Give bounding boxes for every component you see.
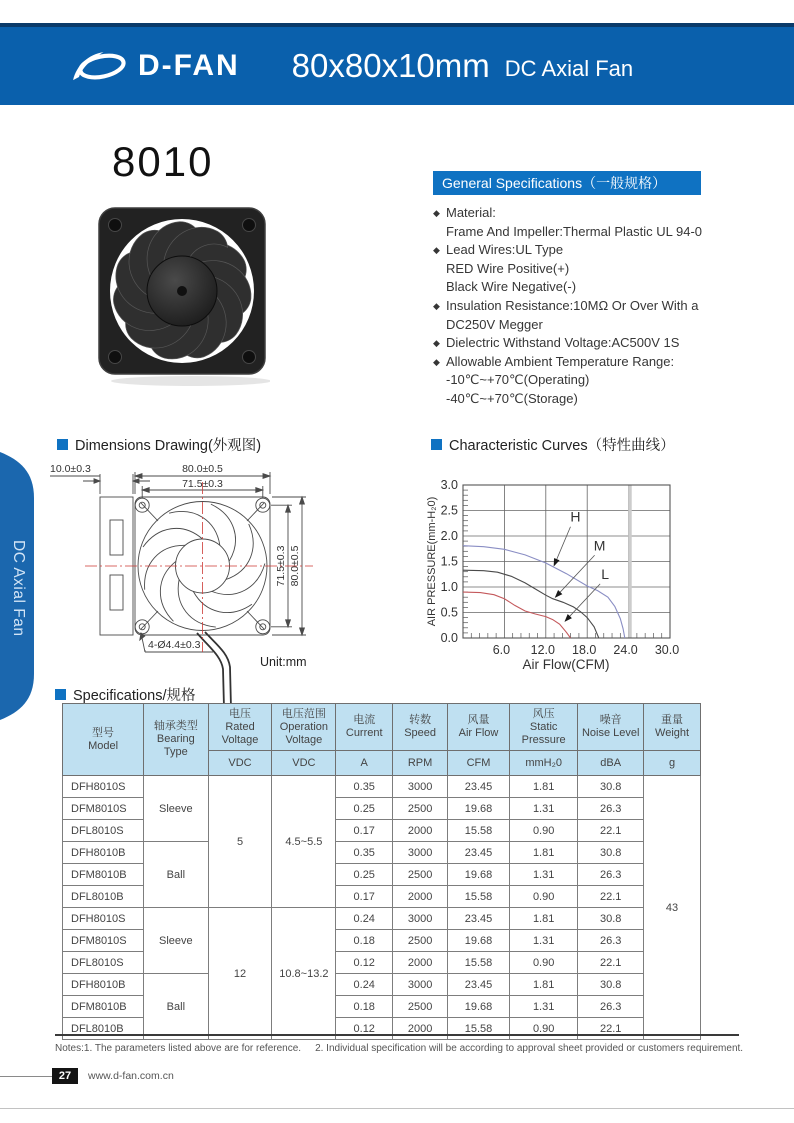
cell: Ball bbox=[144, 842, 209, 908]
cell: 0.90 bbox=[509, 820, 577, 842]
cell: 3000 bbox=[393, 908, 448, 930]
cell: 22.1 bbox=[578, 1018, 644, 1040]
x-axis-title: Air Flow(CFM) bbox=[522, 657, 610, 672]
y-tick-label: 3.0 bbox=[440, 478, 458, 492]
unit-header: CFM bbox=[448, 751, 510, 776]
cell: 4.5~5.5 bbox=[272, 776, 336, 908]
cell: 0.18 bbox=[336, 996, 393, 1018]
cell: 19.68 bbox=[448, 996, 510, 1018]
y-tick-label: 1.0 bbox=[440, 580, 458, 594]
header-band bbox=[0, 23, 794, 105]
cell: 2500 bbox=[393, 864, 448, 886]
cell: 15.58 bbox=[448, 820, 510, 842]
dim-hole-pitch-h-label: 71.5±0.3 bbox=[182, 478, 223, 490]
cell: 23.45 bbox=[448, 842, 510, 864]
cell: 2500 bbox=[393, 996, 448, 1018]
cell: 5 bbox=[208, 776, 272, 908]
cell: 26.3 bbox=[578, 798, 644, 820]
cell: 22.1 bbox=[578, 886, 644, 908]
spec-line: Frame And Impeller:Thermal Plastic UL 94-0 bbox=[446, 223, 703, 239]
cell: 23.45 bbox=[448, 974, 510, 996]
cell: 1.31 bbox=[509, 864, 577, 886]
general-specs-section bbox=[433, 171, 791, 409]
column-header: 电压 Rated Voltage bbox=[208, 704, 272, 751]
table-row bbox=[63, 908, 701, 930]
bullet-diamond-icon: ◆ bbox=[433, 356, 440, 367]
blue-square-icon bbox=[57, 439, 68, 450]
cell: DFL8010S bbox=[63, 820, 144, 842]
spec-line: Black Wire Negative(-) bbox=[446, 279, 577, 295]
model-heading: 8010 bbox=[112, 138, 214, 185]
cell: DFL8010B bbox=[63, 1018, 144, 1040]
page-number-badge: 27 bbox=[52, 1068, 78, 1084]
chart-plot bbox=[441, 478, 680, 657]
cell: 22.1 bbox=[578, 820, 644, 842]
y-tick-label: 2.5 bbox=[440, 503, 458, 518]
cell: 19.68 bbox=[448, 798, 510, 820]
unit-header: mmH₂0 bbox=[509, 751, 577, 776]
cell: 3000 bbox=[393, 842, 448, 864]
cell: 19.68 bbox=[448, 930, 510, 952]
dim-holes-label: 4-Ø4.4±0.3 bbox=[148, 639, 201, 651]
cell: 15.58 bbox=[448, 886, 510, 908]
spec-line: RED Wire Positive(+) bbox=[446, 260, 570, 276]
brand-name: D-FAN bbox=[138, 49, 240, 82]
cell: 30.8 bbox=[578, 776, 644, 798]
cell: 23.45 bbox=[448, 908, 510, 930]
y-tick-label: 2.0 bbox=[440, 529, 458, 543]
column-header: 风压 Static Pressure bbox=[509, 704, 577, 751]
spec-line: ◆ Material: bbox=[433, 204, 791, 223]
general-specs-list bbox=[433, 204, 791, 409]
cell: 10.8~13.2 bbox=[272, 908, 336, 1040]
spec-line: ◆ Dielectric Withstand Voltage:AC500V 1S bbox=[433, 334, 791, 353]
y-tick-label: 1.5 bbox=[440, 554, 458, 569]
cell: 1.31 bbox=[509, 798, 577, 820]
curve-H bbox=[463, 546, 625, 638]
cell: 30.8 bbox=[578, 908, 644, 930]
table-row bbox=[63, 974, 701, 996]
website-url: www.d-fan.com.cn bbox=[88, 1070, 174, 1082]
column-header: 转数 Speed bbox=[393, 704, 448, 751]
unit-header: dBA bbox=[578, 751, 644, 776]
table-row bbox=[63, 776, 701, 798]
curve-label-H: H bbox=[570, 508, 581, 525]
cell: DFH8010B bbox=[63, 842, 144, 864]
cell: DFH8010B bbox=[63, 974, 144, 996]
cell: Sleeve bbox=[144, 776, 209, 842]
notes-text: Notes:1. The parameters listed above are for reference. 2. Individual specification will be according to approval sheet provided or customers requirement. bbox=[55, 1043, 744, 1054]
cell: 0.17 bbox=[336, 820, 393, 842]
cell: 1.31 bbox=[509, 930, 577, 952]
column-header: 电流 Current bbox=[336, 704, 393, 751]
spec-line: DC250V Megger bbox=[446, 316, 543, 332]
column-header: 噪音 Noise Level bbox=[578, 704, 644, 751]
spec-table-wrap bbox=[62, 703, 701, 1040]
cell: 3000 bbox=[393, 974, 448, 996]
cell: DFM8010B bbox=[63, 864, 144, 886]
y-axis-title: AIR PRESSURE(mm-H₂0) bbox=[426, 496, 438, 627]
cell: DFM8010B bbox=[63, 996, 144, 1018]
bullet-diamond-icon: ◆ bbox=[433, 338, 440, 349]
bullet-diamond-icon: ◆ bbox=[433, 300, 440, 311]
column-header: 重量 Weight bbox=[644, 704, 701, 751]
cell: 26.3 bbox=[578, 930, 644, 952]
unit-header: RPM bbox=[393, 751, 448, 776]
unit-header: A bbox=[336, 751, 393, 776]
cell: 0.12 bbox=[336, 952, 393, 974]
cell: 0.35 bbox=[336, 776, 393, 798]
cell: 26.3 bbox=[578, 996, 644, 1018]
fan-product-photo bbox=[96, 204, 270, 388]
brand-logo-icon bbox=[68, 47, 132, 85]
cell: 2500 bbox=[393, 930, 448, 952]
dim-height-label: 80.0±0.5 bbox=[289, 545, 301, 587]
x-tick-label: 18.0 bbox=[572, 643, 597, 657]
x-tick-label: 30.0 bbox=[654, 643, 680, 657]
curve-chart bbox=[425, 468, 777, 674]
cell: 1.31 bbox=[509, 996, 577, 1018]
cell: 0.90 bbox=[509, 1018, 577, 1040]
x-tick-label: 6.0 bbox=[492, 643, 511, 657]
cell: 15.58 bbox=[448, 1018, 510, 1040]
curve-label-M: M bbox=[593, 537, 606, 554]
spec-table-head bbox=[63, 704, 701, 776]
cell: 0.17 bbox=[336, 886, 393, 908]
blue-square-icon bbox=[431, 439, 442, 450]
column-header: 电压范围 Operation Voltage bbox=[272, 704, 336, 751]
curve-label-L: L bbox=[601, 565, 610, 582]
bottom-divider bbox=[0, 1108, 794, 1109]
cell: 19.68 bbox=[448, 864, 510, 886]
column-header: 型号 Model bbox=[63, 704, 144, 776]
y-tick-label: 0.5 bbox=[440, 605, 458, 620]
cell: 23.45 bbox=[448, 776, 510, 798]
cell: 2500 bbox=[393, 798, 448, 820]
cell: 12 bbox=[208, 908, 272, 1040]
cell: 0.90 bbox=[509, 886, 577, 908]
cell: 0.25 bbox=[336, 864, 393, 886]
cell: 0.12 bbox=[336, 1018, 393, 1040]
cell: 43 bbox=[644, 776, 701, 1040]
cell: 0.24 bbox=[336, 974, 393, 996]
cell: 0.24 bbox=[336, 908, 393, 930]
notes-divider bbox=[55, 1034, 739, 1036]
dim-width-label: 80.0±0.5 bbox=[182, 463, 223, 475]
cell: DFL8010S bbox=[63, 952, 144, 974]
unit-header: g bbox=[644, 751, 701, 776]
cell: 1.81 bbox=[509, 842, 577, 864]
cell: 26.3 bbox=[578, 864, 644, 886]
cell: 1.81 bbox=[509, 908, 577, 930]
sidebar-tab-label: DC Axial Fan bbox=[10, 540, 27, 637]
column-header: 风量 Air Flow bbox=[448, 704, 510, 751]
x-tick-label: 12.0 bbox=[530, 643, 555, 657]
dimensions-drawing bbox=[45, 454, 317, 720]
bullet-diamond-icon: ◆ bbox=[433, 208, 440, 218]
product-size-title: 80x80x10mm bbox=[291, 47, 490, 84]
cell: 0.18 bbox=[336, 930, 393, 952]
cell: 30.8 bbox=[578, 842, 644, 864]
cell: 2000 bbox=[393, 1018, 448, 1040]
table-row bbox=[63, 842, 701, 864]
general-specs-title: General Specifications（一般规格） bbox=[433, 171, 701, 195]
cell: Ball bbox=[144, 974, 209, 1040]
cell: 2000 bbox=[393, 820, 448, 842]
unit-header: VDC bbox=[272, 751, 336, 776]
cell: DFH8010S bbox=[63, 776, 144, 798]
dim-depth-label: 10.0±0.3 bbox=[50, 463, 91, 475]
cell: 2000 bbox=[393, 952, 448, 974]
dimensions-section-title: Dimensions Drawing(外观图) bbox=[57, 434, 261, 455]
y-tick-label: 0.0 bbox=[440, 631, 458, 645]
bullet-diamond-icon: ◆ bbox=[433, 245, 440, 256]
cell: DFM8010S bbox=[63, 930, 144, 952]
cell: 0.25 bbox=[336, 798, 393, 820]
spec-line: ◆ Lead Wires:UL Type bbox=[433, 241, 791, 260]
column-header: 轴承类型 Bearing Type bbox=[144, 704, 209, 776]
spec-table-body bbox=[63, 776, 701, 1040]
spec-table-section-title: Specifications/规格 bbox=[55, 684, 196, 705]
cell: 22.1 bbox=[578, 952, 644, 974]
page-badge-line bbox=[0, 1076, 52, 1077]
spec-line: ◆ Insulation Resistance:10MΩ Or Over With a bbox=[433, 297, 791, 316]
spec-table bbox=[62, 703, 701, 1040]
product-type-title: DC Axial Fan bbox=[504, 56, 634, 81]
cell: DFH8010S bbox=[63, 908, 144, 930]
spec-line: ◆ Allowable Ambient Temperature Range: bbox=[433, 353, 791, 372]
unit-header: VDC bbox=[208, 751, 272, 776]
cell: 1.81 bbox=[509, 974, 577, 996]
unit-label: Unit:mm bbox=[260, 655, 307, 669]
sidebar-category-tab bbox=[0, 448, 40, 722]
cell: 0.90 bbox=[509, 952, 577, 974]
cell: 2000 bbox=[393, 886, 448, 908]
x-tick-label: 24.0 bbox=[613, 643, 638, 657]
cell: 30.8 bbox=[578, 974, 644, 996]
spec-line: -40℃~+70℃(Storage) bbox=[446, 390, 578, 406]
spec-line: -10℃~+70℃(Operating) bbox=[446, 372, 590, 388]
dim-hole-pitch-v-label: 71.5±0.3 bbox=[275, 545, 287, 587]
cell: 1.81 bbox=[509, 776, 577, 798]
cell: 3000 bbox=[393, 776, 448, 798]
cell: DFM8010S bbox=[63, 798, 144, 820]
cell: 15.58 bbox=[448, 952, 510, 974]
cell: DFL8010B bbox=[63, 886, 144, 908]
curves-section-title: Characteristic Curves（特性曲线） bbox=[431, 434, 675, 455]
cell: 0.35 bbox=[336, 842, 393, 864]
cell: Sleeve bbox=[144, 908, 209, 974]
